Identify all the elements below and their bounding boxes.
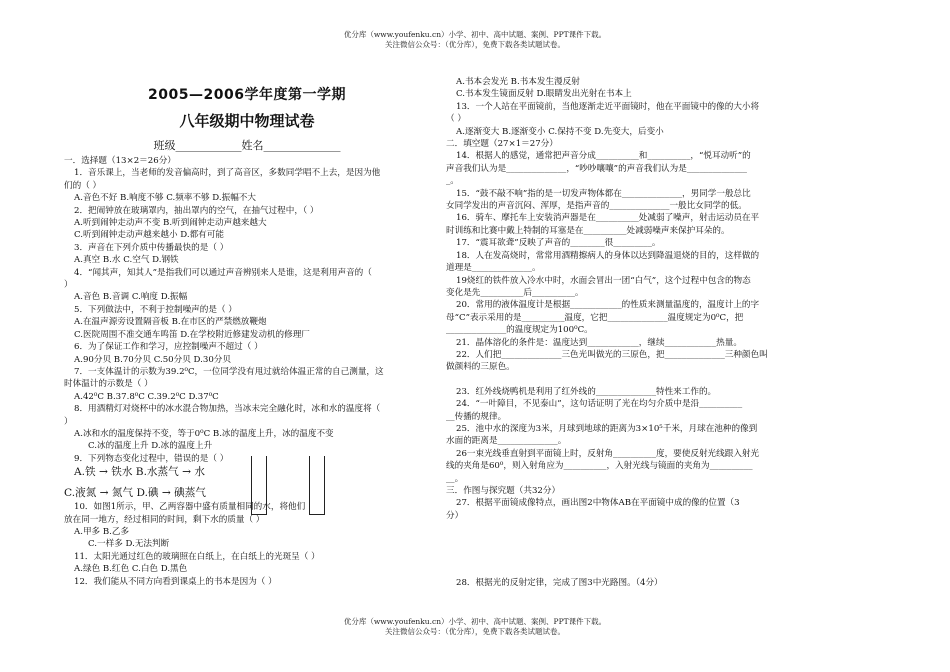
question-line: 一．选择题（13×2＝26分） xyxy=(64,156,176,166)
container-yi xyxy=(309,456,325,515)
question-line: ______________的温度规定为100⁰C。 xyxy=(446,325,593,336)
question-line: 5．下列做法中，不利于控制噪声的是（ ） xyxy=(74,304,237,315)
answer-options: A.音色不好 B.响度不够 C.频率不够 D.振幅不大 xyxy=(74,193,256,204)
question-line: 13．一个人站在平面镜前，当他逐渐走近平面镜时，他在平面镜中的像的大小将 xyxy=(456,101,760,112)
answer-options: C.一样多 D.无法判断 xyxy=(88,539,170,550)
page-header xyxy=(0,30,950,50)
question-line: 们的（ ） xyxy=(64,180,102,191)
question-line: 8．用酒精灯对烧杯中的冰水混合物加热，当冰未完全融化时，冰和水的温度将（ xyxy=(74,404,381,415)
question-line: 时体温计的示数是（ ） xyxy=(64,379,153,390)
question-line: 24．“一叶障目，不见泰山”，这句话证明了光在均匀介质中是沿__________ xyxy=(456,399,743,410)
answer-options: C.听到闹钟走动声越来越小 D.都有可能 xyxy=(74,230,224,241)
answer-options: A.甲多 B.乙多 xyxy=(74,526,130,537)
question-line: 变化是先__________后__________。 xyxy=(446,287,584,298)
question-line: 26一束光线垂直射到平面镜上时，反射角__________度，要使反射光线跟入射光 xyxy=(456,448,760,459)
class-name-line: 班级____________姓名______________ xyxy=(153,139,341,152)
header-line-1: 优分库（www.youfenku.cn）小学、初中、高中试题、案例、PPT课件下载。 xyxy=(343,30,607,39)
question-line: __传播的规律。 xyxy=(446,411,507,422)
question-line: 女同学发出的声音沉闷、浑厚，是指声音的______________一般比女同学的低。 xyxy=(446,201,747,212)
answer-options: A.42⁰C B.37.8⁰C C.39.2⁰C D.37⁰C xyxy=(74,391,219,402)
question-line: 1．音乐课上，当老师的发音偏高时，到了高音区，多数同学唱不上去，是因为他 xyxy=(74,168,381,179)
question-line: 14．根据人的感觉，通常把声音分成__________和__________，“悦耳动听”的 xyxy=(456,151,751,162)
question-line: ） xyxy=(64,280,73,291)
question-line: 时训练和比赛中戴上特制的耳塞是在__________处减弱噪声来保护耳朵的。 xyxy=(446,225,730,236)
question-line: 23．红外线烧鸭机是利用了红外线的______________特性来工作的。 xyxy=(456,386,717,397)
right-column xyxy=(446,76,800,522)
question-line: 分） xyxy=(446,510,464,521)
question-line: （ ） xyxy=(446,114,466,125)
question-line: 27．根据平面镜成像特点，画出图2中物体AB在平面镜中成的像的位置（3 xyxy=(456,498,740,509)
section-heading: 三．作图与探究题（共32分） xyxy=(446,486,561,496)
section-heading: 二．填空题（27×1＝27分） xyxy=(446,139,558,150)
question-line: 水面的距离是______________。 xyxy=(446,436,567,447)
answer-options: A.在温声源旁设置隔音板 B.在市区的严禁燃放鞭炮 xyxy=(74,317,267,328)
question-line: 19烧红的铁件放入冷水中时，水面会冒出一团“白气”，这个过程中包含的物态 xyxy=(456,275,751,286)
left-column xyxy=(64,68,430,588)
answer-options: A.铁 → 铁水 B.水蒸气 → 水 xyxy=(74,466,205,479)
question-line: 4．“闻其声，知其人”是指我们可以通过声音辨别来人是谁，这是利用声音的（ xyxy=(74,267,372,278)
answer-options: A.书本会发光 B.书本发生漫反射 xyxy=(456,77,580,87)
answer-options: C.书本发生镜面反射 D.眼睛发出光射在书本上 xyxy=(456,89,632,100)
question-line: 母“C”表示采用的是__________温度，它把______________温度规定为0⁰C，把 xyxy=(446,312,744,323)
exam-title: 八年级期中物理试卷 xyxy=(179,112,315,130)
question-line: __。 xyxy=(446,473,464,484)
question-line: 声音我们认为是______________，“吵吵嚷嚷”的声音我们认为是______________ xyxy=(446,163,747,174)
question-line: 16．骑车、摩托车上安装消声器是在__________处减弱了噪声，射击运动员在平 xyxy=(456,213,760,224)
question-line: 21．晶体溶化的条件是：温度达到____________，继续____________热量。 xyxy=(456,337,742,348)
answer-options: A.真空 B.水 C.空气 D.钢铁 xyxy=(74,255,179,266)
answer-options: A.冰和水的温度保持不变，等于0⁰C B.冰的温度上升，冰的温度不变 xyxy=(74,428,334,439)
question-line: 做颜料的三原色。 xyxy=(446,362,515,373)
question-line: 12．我们能从不同方向看到课桌上的书本是因为（ ） xyxy=(74,576,277,587)
answer-options: C.冰的温度上升 D.冰的温度上升 xyxy=(88,441,213,452)
answer-options: A.听到闹钟走动声不变 B.听到闹钟走动声越来越大 xyxy=(74,218,267,229)
question-line: 3．声音在下列介质中传播最快的是（ ） xyxy=(74,242,229,253)
question-line: 18．人在发高烧时，常常用酒精擦病人的身体以达到降温退烧的目的，这样做的 xyxy=(456,250,760,261)
answer-options: C.医院周围不准交通车鸣笛 D.在学校附近修建发动机的修理厂 xyxy=(74,329,310,340)
answer-options: A.90分贝 B.70分贝 C.50分贝 D.30分贝 xyxy=(74,354,231,365)
question-line: 6．为了保证工作和学习，应控制噪声不超过（ ） xyxy=(74,342,263,353)
footer-line-2: 关注微信公众号：（优分库），免费下载各类试题试卷。 xyxy=(385,627,565,636)
answer-options: A.音色 B.音调 C.响度 D.振幅 xyxy=(74,292,188,303)
question-line: _。 xyxy=(446,176,459,187)
answer-options: A.逐渐变大 B.逐渐变小 C.保持不变 D.先变大，后变小 xyxy=(456,126,664,137)
question-line: 9．下列物态变化过程中，错误的是（ ） xyxy=(74,453,229,464)
question-28: 28．根据光的反射定律，完成了图3中光路图。（4分） xyxy=(456,578,663,588)
answer-options: A.绿色 B.红色 C.白色 D.黑色 xyxy=(74,564,188,575)
footer-line-1: 优分库（www.youfenku.cn）小学、初中、高中试题、案例、PPT课件下载。 xyxy=(343,617,607,626)
exam-year-title: 2005—2006学年度第一学期 xyxy=(148,87,346,103)
answer-options: C.液氮 → 氮气 D.碘 → 碘蒸气 xyxy=(64,487,206,500)
question-line: 10．如图1所示，甲、乙两容器中盛有质量相同的水，将他们 xyxy=(74,502,306,513)
question-line: 25．池中水的深度为3米，月球到地球的距离为3×10⁵千米，月球在池种的像到 xyxy=(456,423,758,434)
header-line-2: 关注微信公众号：（优分库），免费下载各类试题试卷。 xyxy=(385,40,565,49)
question-line: 道理是______________。 xyxy=(446,263,541,274)
question-line: ） xyxy=(64,416,73,427)
figure-1-containers xyxy=(249,445,339,515)
question-line: 17．“震耳欲聋”反映了声音的________很_________。 xyxy=(456,238,661,249)
question-line: 22．人们把______________三色光叫做光的三原色，把______________三种颜色叫 xyxy=(456,349,768,360)
question-line: 7．一支体温计的示数为39.2⁰C，一位同学没有甩过就给体温正常的自己测量，这 xyxy=(74,366,384,377)
question-line: 20．常用的液体温度计是根据____________的性质来测量温度的，温度计上的字 xyxy=(456,300,760,311)
container-jia xyxy=(251,456,267,515)
question-line: 15．“鼓不敲不响”指的是一切发声物体都在______________，男同学一般总比 xyxy=(456,188,751,199)
page-footer xyxy=(0,617,950,637)
question-line: 11．太阳光通过红色的玻璃照在白纸上，在白纸上的光斑呈（ ） xyxy=(74,551,320,562)
question-line: 放在同一地方，经过相同的时间，剩下水的质量（ ） xyxy=(64,514,265,525)
question-line: 2．把闹钟放在玻璃罩内，抽出罩内的空气，在抽气过程中，（ ） xyxy=(74,205,319,216)
question-line: 线的夹角是60⁰，则入射角应为__________，入射光线与镜面的夹角为__________ xyxy=(446,461,753,472)
